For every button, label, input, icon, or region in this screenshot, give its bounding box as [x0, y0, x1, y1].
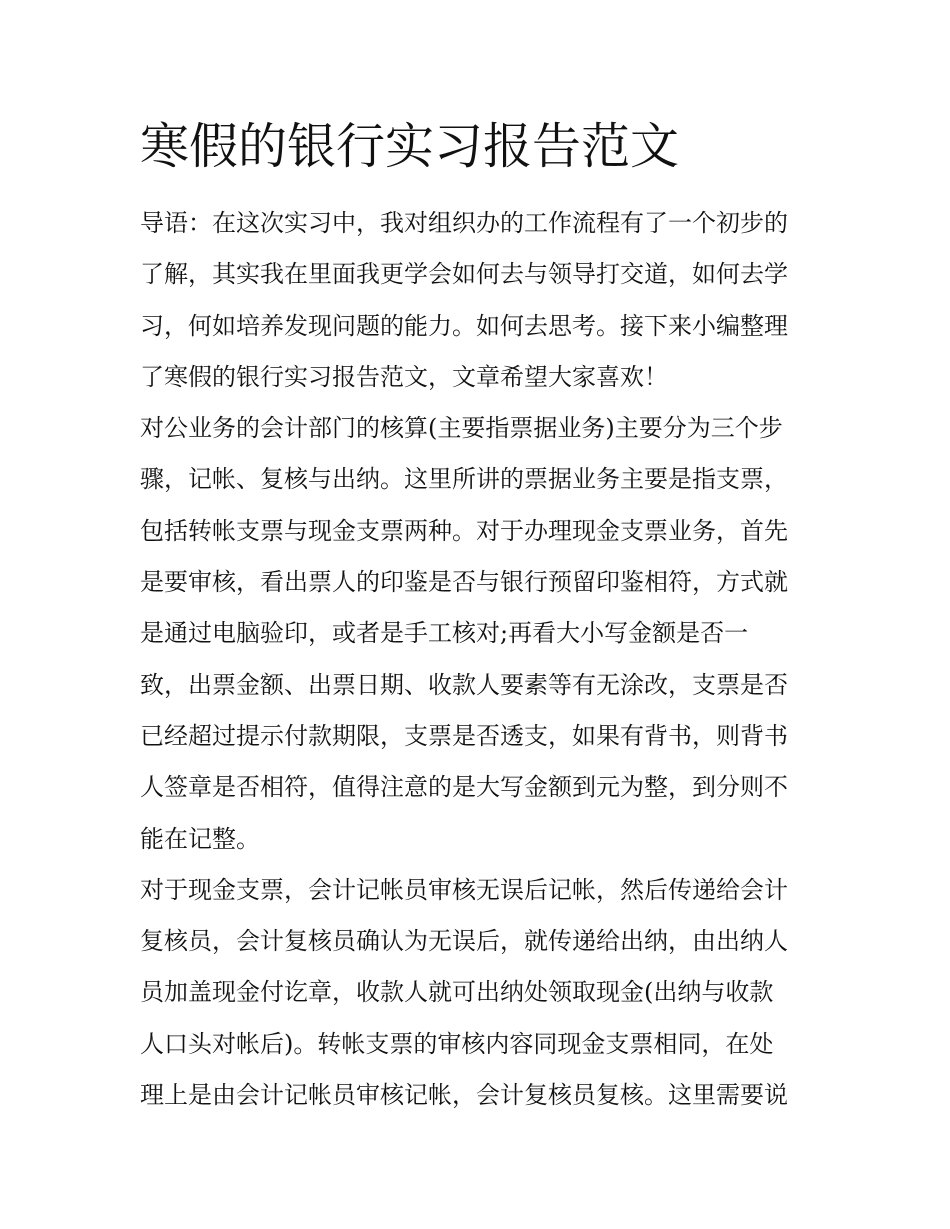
text-line: 人签章是否相符，值得注意的是大写金额到元为整，到分则不 — [140, 773, 788, 802]
text-line: 是通过电脑验印，或者是手工核对;再看大小写金额是否一 — [140, 619, 749, 648]
text-line: 复核员，会计复核员确认为无误后，就传递给出纳，由出纳人 — [140, 927, 788, 956]
paragraph-accounting-process — [140, 403, 812, 865]
text-line: 习，何如培养发现问题的能力。如何去思考。接下来小编整理 — [140, 311, 788, 340]
paragraph-intro — [140, 198, 812, 403]
text-line: 导语：在这次实习中，我对组织办的工作流程有了一个初步的 — [140, 209, 788, 237]
text-line: 人口头对帐后)。转帐支票的审核内容同现金支票相同，在处 — [140, 1029, 774, 1058]
text-line: 对公业务的会计部门的核算(主要指票据业务)主要分为三个步 — [140, 414, 783, 443]
text-line: 了寒假的银行实习报告范文，文章希望大家喜欢！ — [140, 362, 668, 391]
text-line: 了解，其实我在里面我更学会如何去与领导打交道，如何去学 — [140, 260, 788, 289]
document-body — [140, 198, 812, 1121]
text-line: 对于现金支票，会计记帐员审核无误后记帐，然后传递给会计 — [140, 875, 788, 904]
text-line: 致，出票金额、出票日期、收款人要素等有无涂改，支票是否 — [140, 670, 788, 699]
paragraph-cash-check — [140, 865, 812, 1121]
text-line: 能在记整。 — [140, 824, 260, 853]
text-line: 员加盖现金付讫章，收款人就可出纳处领取现金(出纳与收款 — [140, 978, 774, 1007]
text-line: 包括转帐支票与现金支票两种。对于办理现金支票业务，首先 — [140, 516, 788, 545]
text-line: 已经超过提示付款期限，支票是否透支，如果有背书，则背书 — [140, 721, 788, 750]
text-line: 是要审核，看出票人的印鉴是否与银行预留印鉴相符，方式就 — [140, 568, 788, 597]
text-line: 理上是由会计记帐员审核记帐，会计复核员复核。这里需要说 — [140, 1081, 788, 1110]
document-title: 寒假的银行实习报告范文 — [140, 118, 680, 175]
text-line: 骤，记帐、复核与出纳。这里所讲的票据业务主要是指支票， — [140, 465, 788, 494]
